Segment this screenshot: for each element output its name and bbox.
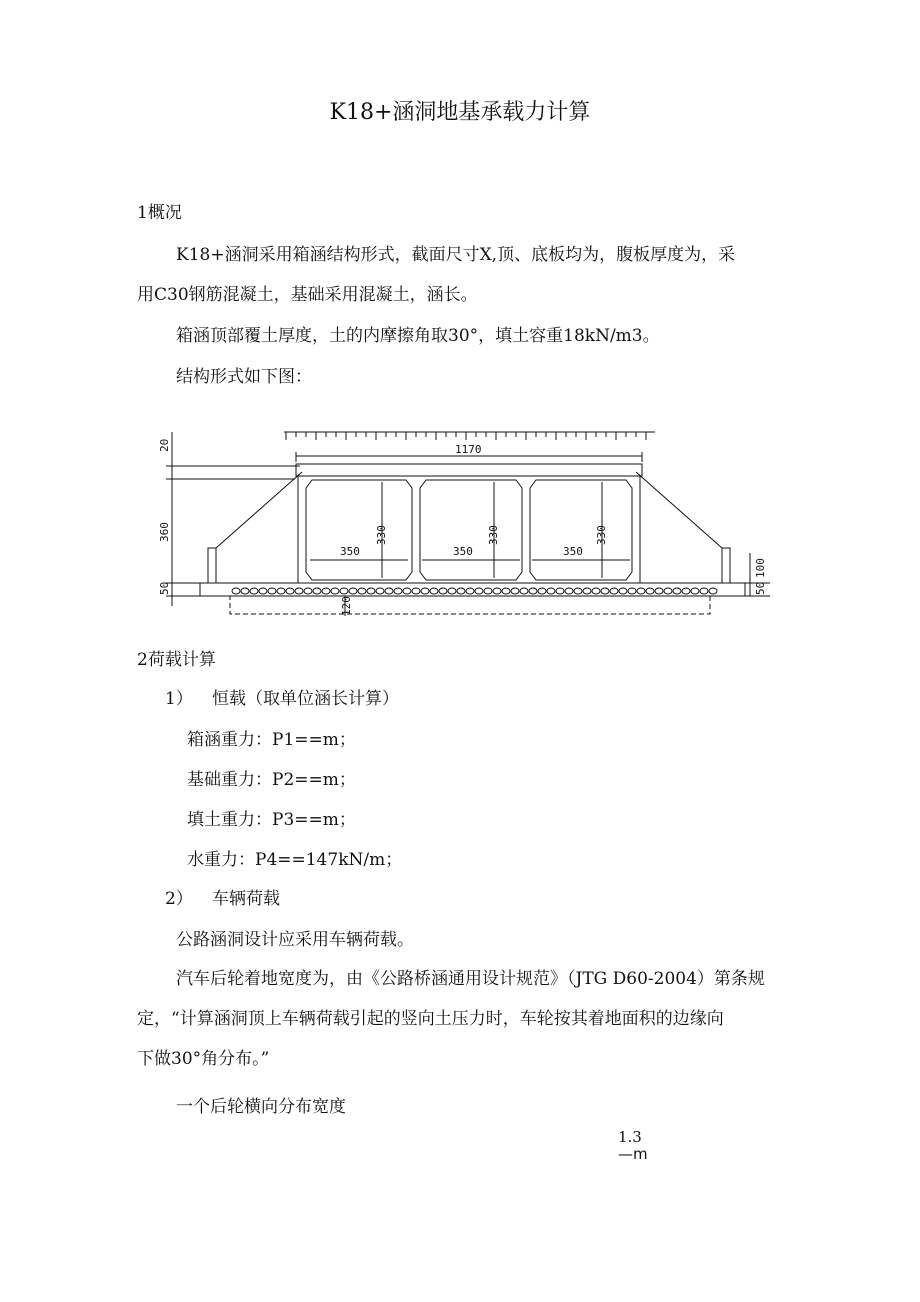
dim-overall-width: 1170 (455, 443, 482, 456)
foundation-stone (592, 588, 600, 594)
cell-1 (306, 480, 412, 580)
fill-weight: 填土重力：P3==m； (187, 810, 356, 830)
foundation-stone (520, 588, 528, 594)
foundation-stone (637, 588, 645, 594)
foundation-stone (601, 588, 609, 594)
item-1-number: 1） (165, 689, 193, 709)
foundation-stone (340, 588, 348, 594)
formula-numerator: 1.3 (618, 1128, 642, 1146)
foundation-stone (475, 588, 483, 594)
foundation-stone (556, 588, 564, 594)
foundation-stone (241, 588, 249, 594)
foundation-stone (547, 588, 555, 594)
foundation-stone (502, 588, 510, 594)
foundation-bed (230, 596, 710, 614)
foundation-stone (682, 588, 690, 594)
wheel-paragraph-line-1: 汽车后轮着地宽度为，由《公路桥涵通用设计规范》（JTG D60-2004）第条规 (176, 969, 765, 989)
item-1-label: 恒载（取单位涵长计算） (212, 689, 399, 709)
foundation-stone (439, 588, 447, 594)
foundation-stone (313, 588, 321, 594)
foundation-stone (232, 588, 240, 594)
foundation-stone (457, 588, 465, 594)
foundation-stone (709, 588, 717, 594)
foundation-stone (466, 588, 474, 594)
overview-paragraph-line-1: K18+涵洞采用箱涵结构形式，截面尺寸X,顶、底板均为，腹板厚度为，采 (176, 245, 736, 265)
dim-cover: 20 (158, 438, 171, 452)
foundation-stone (277, 588, 285, 594)
vehicle-load-paragraph: 公路涵洞设计应采用车辆荷载。 (176, 930, 414, 950)
foundation-stone (673, 588, 681, 594)
foundation-stone (367, 588, 375, 594)
foundation-stone (322, 588, 330, 594)
foundation-stone (376, 588, 384, 594)
foundation-stone (664, 588, 672, 594)
wheel-paragraph-line-2: 定，“计算涵洞顶上车辆荷载引起的竖向土压力时，车轮按其着地面积的边缘向 (137, 1009, 724, 1029)
foundation-stones (232, 588, 717, 594)
right-wing-wall (636, 472, 730, 583)
dim-cell-2-width: 350 (453, 545, 473, 558)
top-slab (296, 464, 642, 476)
foundation-stone (403, 588, 411, 594)
page-title: K18+涵洞地基承载力计算 (329, 100, 591, 125)
ground-ticks (286, 432, 646, 440)
water-weight: 水重力：P4==147kN/m； (187, 850, 403, 870)
foundation-stone (331, 588, 339, 594)
foundation-stone (421, 588, 429, 594)
foundation-stone (583, 588, 591, 594)
foundation-stone (295, 588, 303, 594)
foundation-stone (610, 588, 618, 594)
box-culvert-section-drawing (150, 420, 770, 630)
foundation-stone (619, 588, 627, 594)
foundation-stone (250, 588, 258, 594)
cell-2 (420, 480, 522, 580)
foundation-stone (700, 588, 708, 594)
foundation-stone (304, 588, 312, 594)
foundation-stone (394, 588, 402, 594)
rear-wheel-width-caption: 一个后轮横向分布宽度 (176, 1097, 346, 1117)
box-culvert-weight: 箱涵重力：P1==m； (187, 730, 356, 750)
foundation-stone (655, 588, 663, 594)
foundation-stone (484, 588, 492, 594)
foundation-stone (511, 588, 519, 594)
foundation-stone (349, 588, 357, 594)
foundation-stone (430, 588, 438, 594)
dim-cell-1-width: 350 (340, 545, 360, 558)
item-2-number: 2） (165, 889, 193, 909)
foundation-stone (412, 588, 420, 594)
foundation-weight: 基础重力：P2==m； (187, 770, 356, 790)
dim-cell-2-height: 330 (487, 525, 500, 545)
left-wing-wall (208, 472, 302, 583)
formula-denominator: —m (618, 1145, 648, 1163)
dim-cell-3-height: 330 (595, 525, 608, 545)
foundation-stone (385, 588, 393, 594)
foundation-stone (529, 588, 537, 594)
foundation-stone (691, 588, 699, 594)
dim-cell-3-width: 350 (563, 545, 583, 558)
foundation-stone (538, 588, 546, 594)
dim-right-wall: 100 (754, 558, 767, 578)
section-2-heading: 2荷载计算 (137, 650, 216, 670)
foundation-stone (259, 588, 267, 594)
dim-right-base: 50 (754, 581, 767, 595)
foundation-stone (493, 588, 501, 594)
foundation-stone (358, 588, 366, 594)
foundation-stone (646, 588, 654, 594)
foundation-stone (574, 588, 582, 594)
dim-base: 50 (158, 581, 171, 595)
section-1-heading: 1概况 (137, 203, 182, 223)
foundation-stone (565, 588, 573, 594)
overview-paragraph-line-2: 用C30钢筋混凝土，基础采用混凝土，涵长。 (137, 285, 478, 305)
dim-foundation: 120 (340, 596, 353, 616)
wheel-paragraph-line-3: 下做30°角分布。” (137, 1049, 270, 1069)
foundation-stone (628, 588, 636, 594)
structure-form-caption: 结构形式如下图： (176, 367, 312, 387)
foundation-stone (448, 588, 456, 594)
foundation-stone (286, 588, 294, 594)
cell-3 (530, 480, 632, 580)
item-2-label: 车辆荷载 (212, 889, 280, 909)
cover-soil-paragraph: 箱涵顶部覆土厚度，土的内摩擦角取30°，填土容重18kN/m3。 (176, 326, 660, 346)
dim-cell-1-height: 330 (375, 525, 388, 545)
foundation-stone (268, 588, 276, 594)
dim-height: 360 (158, 522, 171, 542)
